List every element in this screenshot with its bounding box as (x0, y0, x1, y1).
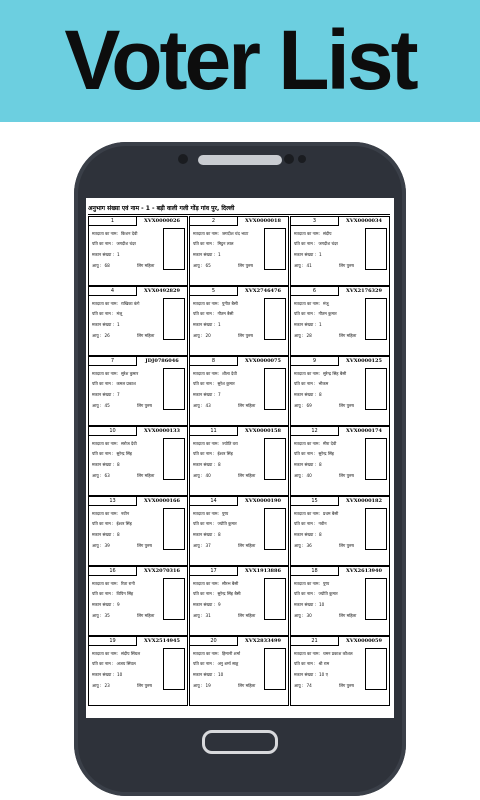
house-number: 7 (117, 392, 120, 397)
phone-screen[interactable] (86, 198, 394, 718)
elector-name: जगदीश चंद भाटा (221, 231, 249, 236)
serial-number: 10 (89, 427, 137, 436)
house-number-label: मकान संख्या : (92, 322, 114, 327)
elector-name-label: मतदाता का नाम: (294, 651, 320, 656)
sensor-icon (298, 155, 306, 163)
voter-card[interactable] (189, 496, 289, 566)
relative-name-label: पति का नाम : (92, 451, 114, 456)
age-value: 26 (104, 333, 110, 338)
elector-name-label: मतदाता का नाम: (193, 581, 219, 586)
photo-box (163, 438, 185, 480)
voter-card[interactable] (189, 286, 289, 356)
house-number: 8 (319, 532, 322, 537)
home-button[interactable] (202, 730, 278, 754)
relative-name-label: पति का नाम : (294, 241, 316, 246)
house-number-label: मकान संख्या : (92, 392, 114, 397)
house-number-label: मकान संख्या : (294, 392, 316, 397)
age-value: 36 (306, 543, 312, 548)
relative-name: अनु शर्मा साहू (217, 661, 239, 666)
voter-card[interactable] (88, 216, 188, 286)
gender-value: लिंग महिला (137, 473, 155, 478)
relative-name: विपिन सिंह (116, 591, 134, 596)
elector-name: रिता रानी (120, 581, 135, 586)
gender-value: लिंग महिला (238, 613, 256, 618)
age-value: 31 (205, 613, 211, 618)
epic-number: XVX2514945 (144, 638, 180, 644)
banner-title: Voter List (64, 13, 416, 107)
age-value: 45 (104, 403, 110, 408)
photo-box (163, 648, 185, 690)
photo-box (163, 508, 185, 550)
gender-value: लिंग महिला (238, 683, 256, 688)
relative-name: नवीन (318, 521, 327, 526)
relative-name-label: पति का नाम : (92, 661, 114, 666)
voter-card[interactable] (290, 426, 390, 496)
house-number-label: मकान संख्या : (193, 532, 215, 537)
serial-number: 5 (190, 287, 238, 296)
serial-number: 11 (190, 427, 238, 436)
elector-name: पुष्प (221, 511, 229, 516)
epic-number: XVX2833499 (245, 638, 281, 644)
photo-box (264, 298, 286, 340)
gender-value: लिंग महिला (137, 613, 155, 618)
epic-number: XVX0000166 (144, 498, 180, 504)
age-label: आयु : (294, 683, 304, 688)
serial-number: 8 (190, 357, 238, 366)
elector-name-label: मतदाता का नाम: (294, 441, 320, 446)
age-value: 63 (104, 473, 110, 478)
elector-name: पुनीत बैसी (221, 301, 238, 306)
house-number-label: मकान संख्या : (294, 602, 316, 607)
relative-name: सुरेश कुमार (217, 381, 235, 386)
age-label: आयु : (294, 263, 304, 268)
elector-name: पुष्प (322, 581, 330, 586)
elector-name: प्रथम बैसी (322, 511, 339, 516)
age-label: आयु : (92, 473, 102, 478)
epic-number: XVX0000034 (346, 218, 382, 224)
age-label: आयु : (92, 333, 102, 338)
elector-name: संदीप सिंघल (120, 651, 141, 656)
house-number: 9 (117, 602, 120, 607)
voter-card[interactable] (88, 566, 188, 636)
age-value: 30 (306, 613, 312, 618)
serial-number: 3 (291, 217, 339, 226)
house-number-label: मकान संख्या : (92, 602, 114, 607)
elector-name: सुरेश कुमार (120, 371, 139, 376)
epic-number: XVX0000190 (245, 498, 281, 504)
photo-box (365, 578, 387, 620)
photo-box (365, 368, 387, 410)
speaker-grille (198, 155, 282, 165)
house-number: 8 (117, 462, 120, 467)
front-camera-icon (178, 154, 188, 164)
age-value: 69 (306, 403, 312, 408)
photo-box (365, 438, 387, 480)
serial-number: 19 (89, 637, 137, 646)
elector-name: सरोज देवी (120, 441, 137, 446)
elector-name: सुरेन्द्र सिंह बैसी (322, 371, 347, 376)
phone-frame (74, 142, 406, 796)
epic-number: XVX0000125 (346, 358, 382, 364)
relative-name: सुरेन्द्र सिंह (318, 451, 334, 456)
house-number: 1 (218, 322, 221, 327)
house-number-label: मकान संख्या : (92, 532, 114, 537)
relative-name-label: पति का नाम : (294, 451, 316, 456)
gender-value: लिंग पुरुष (137, 683, 152, 688)
age-label: आयु : (92, 403, 102, 408)
elector-name: किशन देवी (120, 231, 138, 236)
voter-card[interactable] (290, 216, 390, 286)
age-label: आयु : (193, 333, 203, 338)
relative-name: गौतम कुमार (318, 311, 337, 316)
elector-name-label: मतदाता का नाम: (193, 441, 219, 446)
epic-number: XVX0000182 (346, 498, 382, 504)
house-number: 8 (319, 462, 322, 467)
epic-number: XVX0000059 (346, 638, 382, 644)
elector-name: ज्योति वरा (221, 441, 238, 446)
serial-number: 14 (190, 497, 238, 506)
house-number: 1 (319, 322, 322, 327)
relative-name-label: पति का नाम : (92, 381, 114, 386)
sensor-icon (284, 154, 294, 164)
relative-name: जगदीश चंदर (318, 241, 339, 246)
gender-value: लिंग पुरुष (137, 543, 152, 548)
relative-name-label: पति का नाम : (193, 661, 215, 666)
house-number: 8 (117, 532, 120, 537)
elector-name-label: मतदाता का नाम: (193, 651, 219, 656)
house-number-label: मकान संख्या : (193, 672, 215, 677)
epic-number: XVX2746476 (245, 288, 281, 294)
house-number: 1 (218, 252, 221, 257)
serial-number: 21 (291, 637, 339, 646)
house-number: 1 (117, 322, 120, 327)
relative-name: सुरेन्द्र सिंह बैसी (217, 591, 241, 596)
gender-value: लिंग पुरुष (339, 263, 354, 268)
elector-name-label: मतदाता का नाम: (294, 301, 320, 306)
photo-box (163, 368, 185, 410)
photo-box (365, 228, 387, 270)
serial-number: 20 (190, 637, 238, 646)
relative-name: अजय सिंघल (116, 661, 136, 666)
voter-card[interactable] (88, 426, 188, 496)
voter-card[interactable] (88, 286, 188, 356)
voter-card[interactable] (88, 636, 188, 706)
house-number-label: मकान संख्या : (193, 392, 215, 397)
relative-name-label: पति का नाम : (193, 381, 215, 386)
age-value: 43 (205, 403, 211, 408)
elector-name: नवीन (120, 511, 130, 516)
voter-card[interactable] (189, 216, 289, 286)
house-number-label: मकान संख्या : (294, 252, 316, 257)
photo-box (264, 228, 286, 270)
house-number: 10 ए (319, 672, 328, 677)
header-divider (88, 214, 390, 215)
elector-name-label: मतदाता का नाम: (193, 231, 219, 236)
relative-name-label: पति का नाम : (193, 591, 215, 596)
relative-name: ईश्वर सिंह (217, 451, 233, 456)
relative-name: जगदीश चंदर (116, 241, 137, 246)
age-value: 19 (205, 683, 211, 688)
age-value: 35 (104, 613, 110, 618)
elector-name-label: मतदाता का नाम: (193, 301, 219, 306)
age-value: 40 (205, 473, 211, 478)
elector-name-label: मतदाता का नाम: (92, 441, 118, 446)
serial-number: 7 (89, 357, 137, 366)
voter-card[interactable] (189, 636, 289, 706)
voter-card[interactable] (189, 566, 289, 636)
epic-number: XVX0000174 (346, 428, 382, 434)
age-label: आयु : (92, 263, 102, 268)
gender-value: लिंग पुरुष (339, 403, 354, 408)
elector-name: मीरा देवी (322, 441, 337, 446)
voter-card[interactable] (88, 356, 188, 426)
gender-value: लिंग पुरुष (238, 263, 253, 268)
relative-name: मंजू (116, 311, 123, 316)
gender-value: लिंग महिला (238, 473, 256, 478)
elector-name-label: मतदाता का नाम: (294, 371, 320, 376)
title-banner (0, 0, 480, 122)
house-number: 1 (319, 252, 322, 257)
house-number-label: मकान संख्या : (294, 532, 316, 537)
gender-value: लिंग पुरुष (339, 543, 354, 548)
house-number: 9 (218, 602, 221, 607)
voter-card[interactable] (290, 286, 390, 356)
age-label: आयु : (193, 613, 203, 618)
age-label: आयु : (294, 473, 304, 478)
gender-value: लिंग पुरुष (339, 683, 354, 688)
voter-card[interactable] (189, 426, 289, 496)
age-label: आयु : (193, 263, 203, 268)
age-label: आयु : (294, 543, 304, 548)
elector-name-label: मतदाता का नाम: (92, 301, 118, 306)
house-number-label: मकान संख्या : (92, 672, 114, 677)
age-value: 39 (104, 543, 110, 548)
elector-name-label: मतदाता का नाम: (92, 371, 118, 376)
epic-number: XVX0000018 (245, 218, 281, 224)
serial-number: 2 (190, 217, 238, 226)
elector-name-label: मतदाता का नाम: (193, 371, 219, 376)
gender-value: लिंग महिला (339, 333, 357, 338)
serial-number: 17 (190, 567, 238, 576)
relative-name-label: पति का नाम : (294, 591, 316, 596)
relative-name: मिट्ठन लाल (217, 241, 234, 246)
elector-name: सौरभ बैसी (221, 581, 239, 586)
relative-name-label: पति का नाम : (294, 381, 316, 386)
epic-number: JDJ0786046 (145, 358, 179, 364)
voter-card[interactable] (290, 356, 390, 426)
age-label: आयु : (193, 683, 203, 688)
elector-name: चमन प्रकाश कौशल (322, 651, 353, 656)
voter-card[interactable] (290, 496, 390, 566)
gender-value: लिंग पुरुष (137, 403, 152, 408)
age-value: 74 (306, 683, 312, 688)
gender-value: लिंग महिला (339, 613, 357, 618)
relative-name-label: पति का नाम : (92, 591, 114, 596)
serial-number: 6 (291, 287, 339, 296)
voter-card-grid (88, 216, 390, 706)
age-value: 28 (306, 333, 312, 338)
relative-name-label: पति का नाम : (193, 521, 215, 526)
house-number: 10 (218, 672, 224, 677)
document-header: अनुभाग संख्या एवं नाम - 1 - बड़ी वाली गली गोंड़ गांव पुर, दिल्ली (88, 205, 235, 212)
serial-number: 9 (291, 357, 339, 366)
relative-name-label: पति का नाम : (193, 311, 215, 316)
photo-box (264, 508, 286, 550)
relative-name-label: पति का नाम : (193, 451, 215, 456)
age-label: आयु : (294, 613, 304, 618)
photo-box (264, 368, 286, 410)
relative-name-label: पति का नाम : (92, 311, 114, 316)
gender-value: लिंग महिला (238, 543, 256, 548)
elector-name-label: मतदाता का नाम: (193, 511, 219, 516)
photo-box (365, 508, 387, 550)
age-label: आयु : (294, 403, 304, 408)
photo-box (365, 648, 387, 690)
voter-card[interactable] (290, 566, 390, 636)
house-number-label: मकान संख्या : (193, 252, 215, 257)
elector-name: शीला देवी (221, 371, 237, 376)
house-number-label: मकान संख्या : (294, 462, 316, 467)
house-number: 10 (117, 672, 123, 677)
house-number: 8 (319, 392, 322, 397)
house-number: 1 (117, 252, 120, 257)
house-number-label: मकान संख्या : (294, 322, 316, 327)
age-value: 23 (104, 683, 110, 688)
photo-box (365, 298, 387, 340)
relative-name-label: पति का नाम : (92, 241, 114, 246)
photo-box (264, 648, 286, 690)
age-value: 40 (306, 473, 312, 478)
gender-value: लिंग महिला (137, 263, 155, 268)
voter-card[interactable] (189, 356, 289, 426)
house-number: 8 (218, 462, 221, 467)
relative-name: सुरेन्द्र सिंह (116, 451, 132, 456)
relative-name: ज्योति कुमार (217, 521, 237, 526)
elector-name-label: मतदाता का नाम: (92, 581, 118, 586)
age-value: 20 (205, 333, 211, 338)
relative-name: ज्योति कुमार (318, 591, 338, 596)
age-value: 41 (306, 263, 312, 268)
photo-box (264, 438, 286, 480)
house-number: 8 (218, 532, 221, 537)
age-label: आयु : (193, 543, 203, 548)
relative-name-label: पति का नाम : (294, 661, 316, 666)
relative-name-label: पति का नाम : (92, 521, 114, 526)
age-label: आयु : (193, 473, 203, 478)
house-number-label: मकान संख्या : (193, 462, 215, 467)
elector-name-label: मतदाता का नाम: (294, 511, 320, 516)
elector-name-label: मतदाता का नाम: (294, 581, 320, 586)
house-number-label: मकान संख्या : (92, 462, 114, 467)
house-number: 7 (218, 392, 221, 397)
epic-number: XVX2613940 (346, 568, 382, 574)
age-label: आयु : (92, 683, 102, 688)
serial-number: 13 (89, 497, 137, 506)
house-number-label: मकान संख्या : (294, 672, 316, 677)
age-value: 37 (205, 543, 211, 548)
relative-name: गौतम बैसी (217, 311, 234, 316)
epic-number: XVX0000075 (245, 358, 281, 364)
photo-box (264, 578, 286, 620)
epic-number: XVX0000133 (144, 428, 180, 434)
age-value: 68 (104, 263, 110, 268)
epic-number: XVX2176329 (346, 288, 382, 294)
epic-number: XVX0000026 (144, 218, 180, 224)
relative-name-label: पति का नाम : (294, 521, 316, 526)
elector-name-label: मतदाता का नाम: (92, 511, 118, 516)
photo-box (163, 298, 185, 340)
age-value: 65 (205, 263, 211, 268)
gender-value: लिंग महिला (238, 403, 256, 408)
house-number-label: मकान संख्या : (92, 252, 114, 257)
house-number-label: मकान संख्या : (193, 322, 215, 327)
age-label: आयु : (294, 333, 304, 338)
voter-card[interactable] (88, 496, 188, 566)
age-label: आयु : (92, 613, 102, 618)
relative-name-label: पति का नाम : (193, 241, 215, 246)
epic-number: XVX0000158 (245, 428, 281, 434)
serial-number: 18 (291, 567, 339, 576)
photo-box (163, 228, 185, 270)
serial-number: 4 (89, 287, 137, 296)
voter-card[interactable] (290, 636, 390, 706)
epic-number: XVX0492829 (144, 288, 180, 294)
elector-name: राखिका कंगे (120, 301, 140, 306)
relative-name-label: पति का नाम : (294, 311, 316, 316)
serial-number: 15 (291, 497, 339, 506)
serial-number: 1 (89, 217, 137, 226)
house-number: 10 (319, 602, 325, 607)
gender-value: लिंग पुरुष (339, 473, 354, 478)
age-label: आयु : (92, 543, 102, 548)
elector-name-label: मतदाता का नाम: (92, 651, 118, 656)
photo-box (163, 578, 185, 620)
elector-name-label: मतदाता का नाम: (294, 231, 320, 236)
gender-value: लिंग पुरुष (238, 333, 253, 338)
elector-name: हिमानी शर्मा (221, 651, 241, 656)
epic-number: XVX1913886 (245, 568, 281, 574)
gender-value: लिंग महिला (137, 333, 155, 338)
relative-name: श्री राम (318, 661, 330, 666)
age-label: आयु : (193, 403, 203, 408)
elector-name: संदीप (322, 231, 332, 236)
serial-number: 12 (291, 427, 339, 436)
relative-name: कमल प्रकाश (116, 381, 136, 386)
relative-name: भीकम (318, 381, 329, 386)
elector-name: मंजू (322, 301, 329, 306)
relative-name: ईश्वर सिंह (116, 521, 132, 526)
elector-name-label: मतदाता का नाम: (92, 231, 118, 236)
house-number-label: मकान संख्या : (193, 602, 215, 607)
epic-number: XVX2070316 (144, 568, 180, 574)
serial-number: 16 (89, 567, 137, 576)
